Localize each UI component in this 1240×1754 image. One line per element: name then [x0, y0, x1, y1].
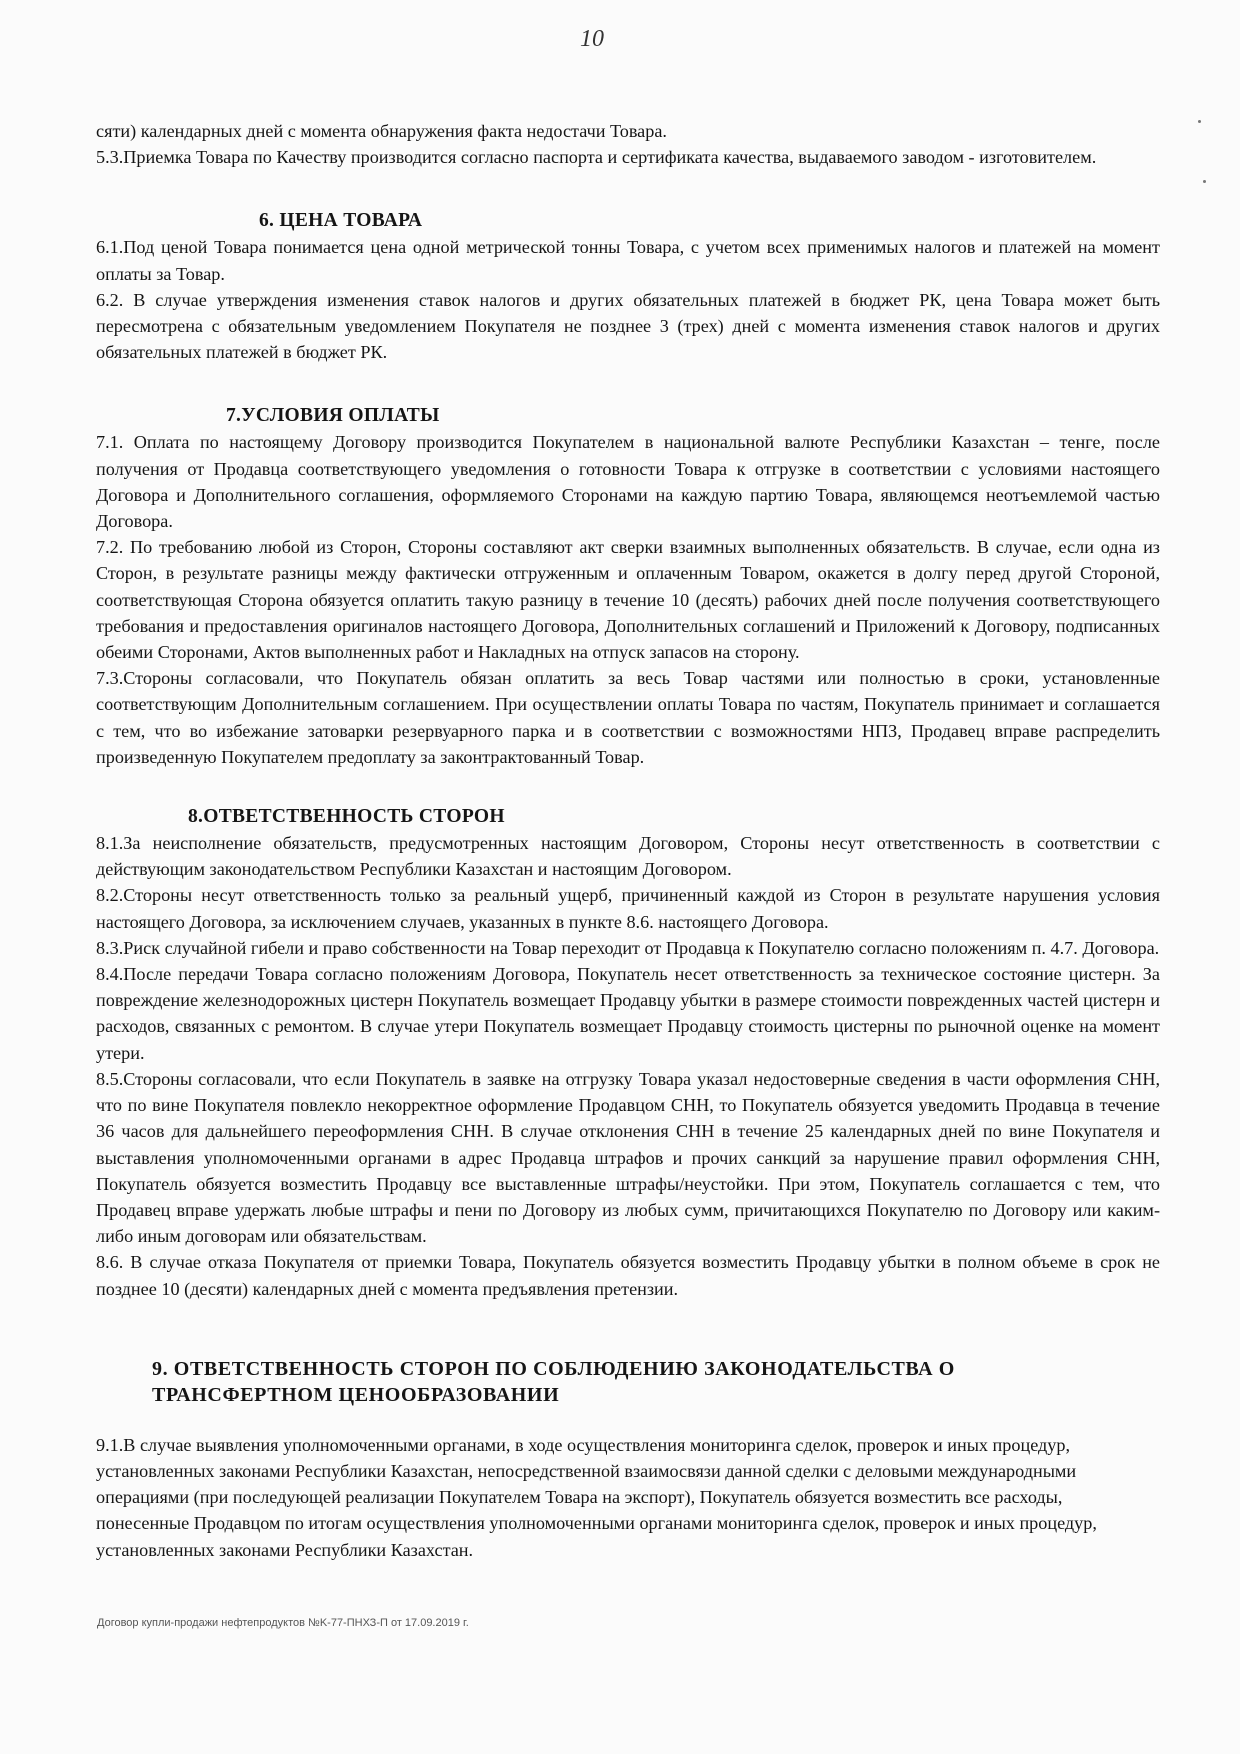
clause-8-1: 8.1.За неисполнение обязательств, предусмотренных настоящим Договором, Стороны несут ответственность в соответствии с действующим законодательством Республики Казахстан и настоящим Договором.: [96, 833, 1160, 880]
clause-7-1: 7.1. Оплата по настоящему Договору производится Покупателем в национальной валюте Республики Казахстан – тенге, после получения от Продавца соответствующего уведомления о готовности Товара к отгрузке в соответствии с условиями настоящего Договора и Дополнительного соглашения, оформляемого Сторонами на каждую партию Товара, являющемся неотъемлемой частью Договора.: [96, 432, 1160, 532]
clause-8-2: 8.2.Стороны несут ответственность только за реальный ущерб, причиненный каждой из Сторон в результате нарушения условия настоящего Договора, за исключением случаев, указанных в пункте 8.6. настоящего Договора.: [96, 885, 1160, 932]
clause-6-1: 6.1.Под ценой Товара понимается цена одной метрической тонны Товара, с учетом всех применимых налогов и платежей на момент оплаты за Товар.: [96, 237, 1160, 284]
section9-heading: 9. ОТВЕТСТВЕННОСТЬ СТОРОН ПО СОБЛЮДЕНИЮ ЗАКОНОДАТЕЛЬСТВА О ТРАНСФЕРТНОМ ЦЕНООБРАЗОВАНИИ: [152, 1357, 955, 1406]
clause-8-3: 8.3.Риск случайной гибели и право собственности на Товар переходит от Продавца к Покупателю согласно положениям п. 4.7. Договора.: [96, 937, 1160, 958]
section5-tail-line: сяти) календарных дней с момента обнаружения факта недостачи Товара.: [96, 121, 667, 141]
clause-9-1: 9.1.В случае выявления уполномоченными органами, в ходе осуществления мониторинга сделок, проверок и иных процедур, установленных законами Республики Казахстан, непосредственной взаимосвязи данной сделки с деловыми международными операциями (при последующей реализации Покупателем Товара на экспорт), Покупатель обязуется возместить все расходы, понесенные Продавцом по итогам осуществления уполномоченными органами мониторинга сделок, проверок и иных процедур, установленных законами Республики Казахстан.: [96, 1434, 1097, 1560]
section6-heading: 6. ЦЕНА ТОВАРА: [259, 210, 423, 232]
clause-8-6: 8.6. В случае отказа Покупателя от приемки Товара, Покупатель обязуется возместить Продавцу убытки в полном объеме в срок не позднее 10 (десяти) календарных дней с момента предъявления претензии.: [96, 1252, 1160, 1299]
page-number: 10: [580, 26, 604, 52]
clause-6-2: 6.2. В случае утверждения изменения ставок налогов и других обязательных платежей в бюджет РК, цена Товара может быть пересмотрена с обязательным уведомлением Покупателя не позднее 3 (трех) дней с момента изменения ставок налогов и других обязательных платежей в бюджет РК.: [96, 289, 1160, 363]
section7-heading: 7.УСЛОВИЯ ОПЛАТЫ: [226, 405, 440, 427]
scan-speck: [1198, 120, 1201, 123]
clause-7-3: 7.3.Стороны согласовали, что Покупатель обязан оплатить за весь Товар частями или полностью в сроки, установленные соответствующим Дополнительным соглашением. При осуществлении оплаты Товара по частям, Покупатель принимает и соглашается с тем, что во избежание затоварки резервуарного парка и в соответствии с возможностями НПЗ, Продавец вправе распределить произведенную Покупателем предоплату за законтрактованный Товар.: [96, 668, 1160, 767]
scan-speck: [1203, 180, 1206, 183]
footer-text: Договор купли-продажи нефтепродуктов №K-77-ПНХЗ-П от 17.09.2019 г.: [97, 1617, 469, 1629]
clause-8-4: 8.4.После передачи Товара согласно положениям Договора, Покупатель несет ответственность за техническое состояние цистерн. За повреждение железнодорожных цистерн Покупатель возмещает Продавцу убытки в размере стоимости поврежденных частей цистерн и расходов, связанных с ремонтом. В случае утери Покупатель возмещает Продавцу стоимость цистерны по рыночной оценке на момент утери.: [96, 964, 1160, 1063]
document-body: [96, 118, 1160, 1563]
clause-7-2: 7.2. По требованию любой из Сторон, Стороны составляют акт сверки взаимных выполненных обязательств. В случае, если одна из Сторон, в результате разницы между фактически отгруженным и оплаченным Товаром, окажется в долгу перед другой Стороной, соответствующая Сторона обязуется оплатить такую разницу в течение 10 (десять) рабочих дней после получения соответствующего требования и предоставления оригиналов настоящего Договора, Дополнительных соглашений и Приложений к Договору, подписанных обеими Сторонами, Актов выполненных работ и Накладных на отпуск запасов на сторону.: [96, 537, 1160, 663]
page-footer: [97, 1617, 469, 1630]
clause-5-3: 5.3.Приемка Товара по Качеству производится согласно паспорта и сертификата качества, выдаваемого заводом - изготовителем.: [96, 147, 1097, 168]
section8-heading: 8.ОТВЕТСТВЕННОСТЬ СТОРОН: [188, 806, 505, 828]
clause-8-5: 8.5.Стороны согласовали, что если Покупатель в заявке на отгрузку Товара указал недостоверные сведения в части оформления СНН, что по вине Покупателя повлекло некорректное оформление Продавцом СНН, то Покупатель обязуется уведомить Продавца в течение 36 часов для дальнейшего переоформления СНН. В случае отклонения СНН в течение 25 календарных дней по вине Покупателя и выставления уполномоченными органами в адрес Продавца штрафов и прочих санкций за нарушение правил оформления СНН, Покупатель обязуется возместить Продавцу все выставленные штрафы/неустойки. При этом, Покупатель соглашается с тем, что Продавец вправе удержать любые штрафы и пени по Договору из любых сумм, причитающихся Покупателю по Договору или каким-либо иным договорам или обязательствам.: [96, 1068, 1160, 1247]
